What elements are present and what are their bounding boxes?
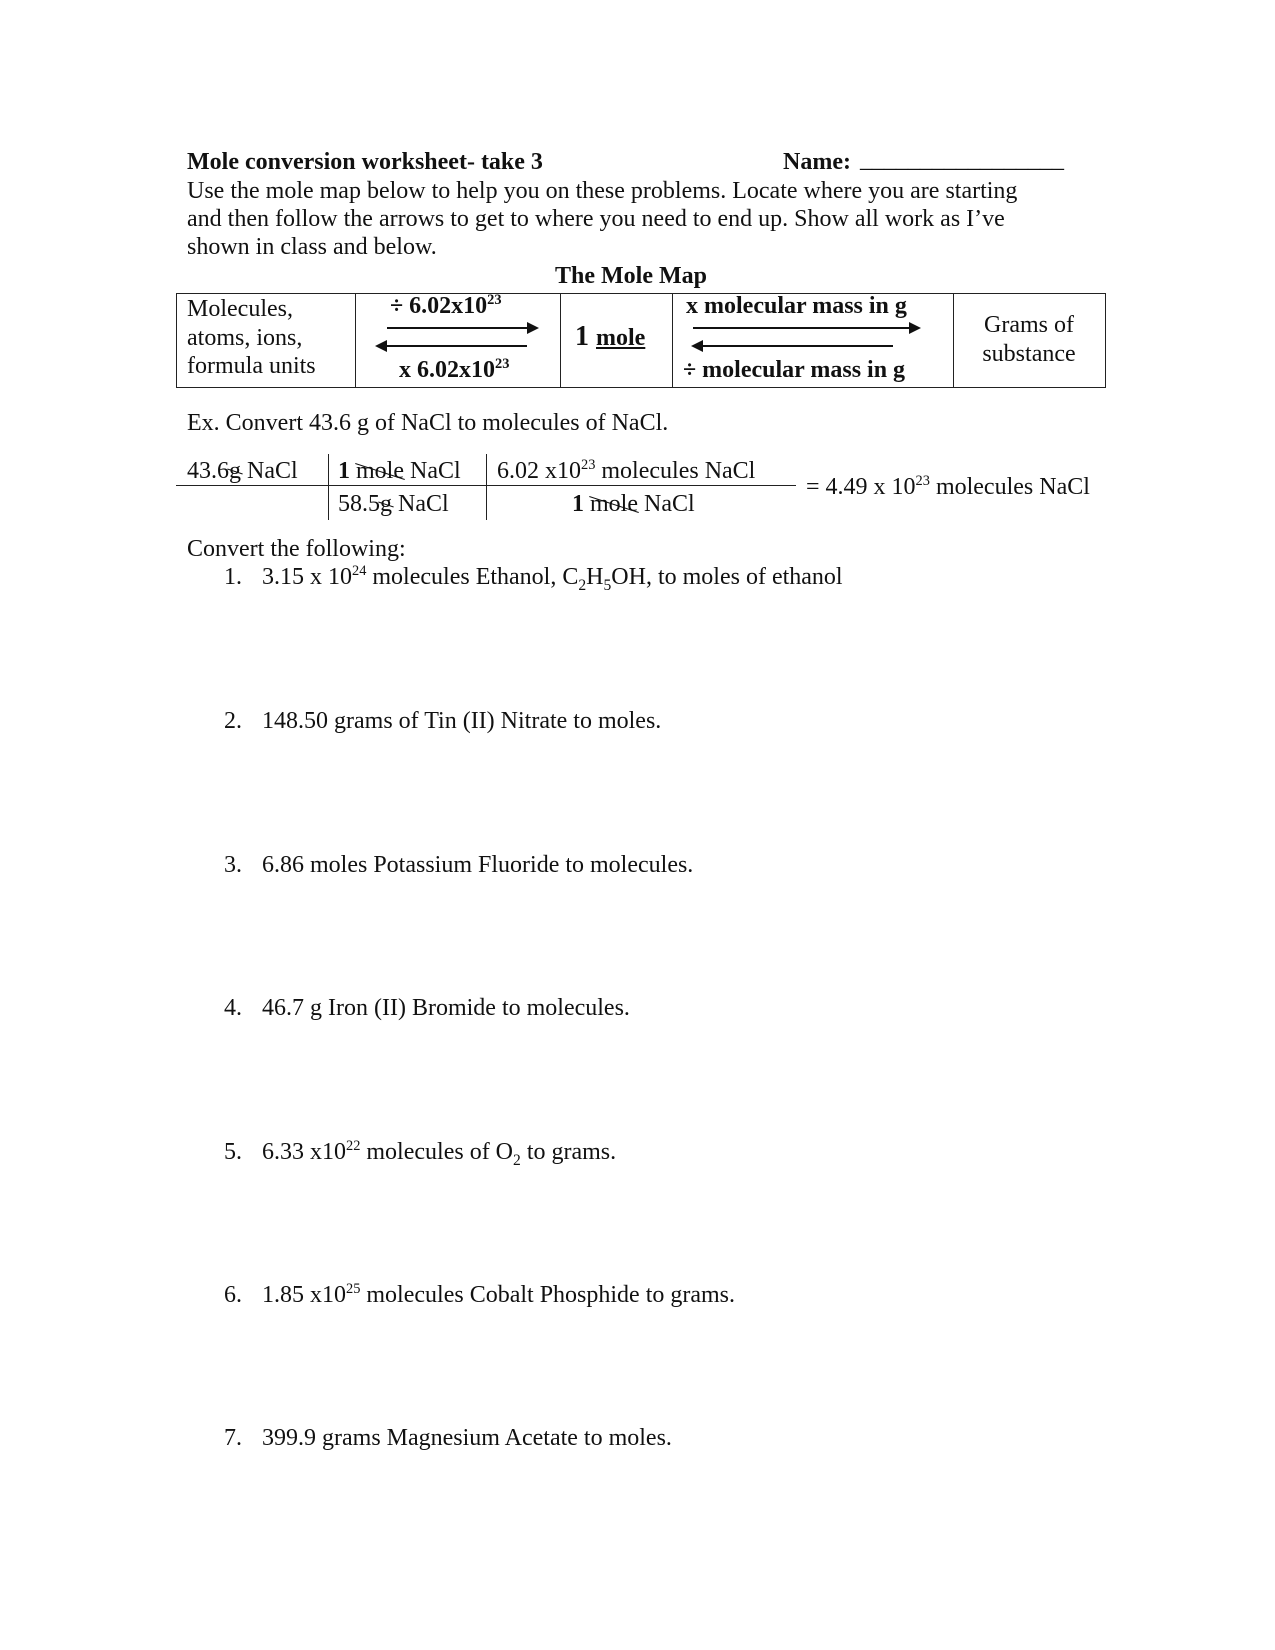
map-left-line-2: atoms, ions, xyxy=(187,325,303,351)
mole-center: 1 mole xyxy=(575,321,646,352)
example-result: = 4.49 x $10^{23}$ molecules NaCl xyxy=(806,473,1090,500)
mole-map-table xyxy=(176,293,1106,388)
intro-line-3: shown in class and below. xyxy=(187,234,437,260)
mole-map-title: The Mole Map xyxy=(555,263,707,289)
left-arrow-icon xyxy=(693,345,893,347)
right-arrow-icon xyxy=(387,327,537,329)
example-factor2-top: 6.02 $x10^{23}$ molecules NaCl xyxy=(497,457,756,484)
arrow2-bottom-label: ÷ molecular mass in g xyxy=(683,357,906,383)
problem-6: 6. 1.85 $x10^{25}$ molecules Cobalt Phosphide to grams. xyxy=(224,1281,736,1308)
example-factor1-bottom: 58.5g NaCl xyxy=(338,491,449,517)
intro-line-1: Use the mole map below to help you on these problems. Locate where you are starting xyxy=(187,178,1018,204)
problem-3: 3. 6.86 moles Potassium Fluoride to molecules. xyxy=(224,852,694,878)
map-left-line-1: Molecules, xyxy=(187,296,293,322)
problem-7: 7. 399.9 grams Magnesium Acetate to moles. xyxy=(224,1425,672,1451)
example-factor1-top: 1 mole NaCl xyxy=(338,458,461,484)
example-col-line xyxy=(486,454,487,520)
map-right-line-1: Grams of xyxy=(984,312,1074,338)
left-arrow-icon xyxy=(377,345,527,347)
example-col-line xyxy=(328,454,329,520)
right-arrow-icon xyxy=(693,327,919,329)
problem-1: 1. 3.15 x $10^{24}$ molecules Ethanol, $C_2H_5OH$, to moles of ethanol xyxy=(224,563,843,594)
convert-heading: Convert the following: xyxy=(187,536,406,562)
problem-4: 4. 46.7 g Iron (II) Bromide to molecules. xyxy=(224,995,630,1021)
example-factor2-bottom: 1 mole NaCl xyxy=(572,491,695,517)
name-label: Name: xyxy=(783,149,851,175)
worksheet-title: Mole conversion worksheet- take 3 xyxy=(187,149,543,175)
intro-line-2: and then follow the arrows to get to where you need to end up. Show all work as I’ve xyxy=(187,206,1005,232)
arrow2-top-label: x molecular mass in g xyxy=(686,293,907,319)
problem-2: 2. 148.50 grams of Tin (II) Nitrate to moles. xyxy=(224,708,662,734)
arrow1-top-label: ÷ $6.02x10^{23}$ xyxy=(390,292,502,319)
example-prompt: Ex. Convert 43.6 g of NaCl to molecules of NaCl. xyxy=(187,410,669,436)
map-right-line-2: substance xyxy=(982,341,1076,367)
arrow1-bottom-label: x $6.02x10^{23}$ xyxy=(399,356,510,383)
problem-5: 5. 6.33 $x10^{22}$ molecules of $O_2$ to grams. xyxy=(224,1138,617,1169)
name-blank[interactable]: _________________ xyxy=(860,147,1064,173)
example-given: 43.6g NaCl xyxy=(187,458,298,484)
map-left-line-3: formula units xyxy=(187,353,316,379)
